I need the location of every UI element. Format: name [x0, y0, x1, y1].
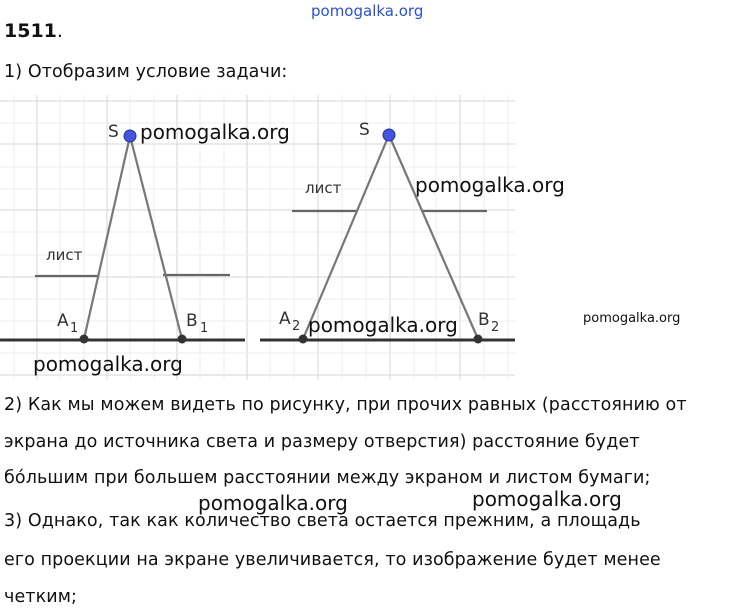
point-a2	[299, 335, 308, 344]
label-b2: B	[478, 310, 490, 330]
label-b2-sub: 2	[491, 320, 500, 335]
light-source-left	[124, 130, 136, 142]
ray-left-b	[130, 136, 182, 339]
ray-right-b	[389, 135, 478, 339]
watermark-5: pomogalka.org	[33, 352, 183, 376]
label-s-right: S	[359, 120, 370, 140]
site-header-link[interactable]: pomogalka.org	[311, 2, 424, 20]
label-a1: A	[57, 311, 69, 331]
problem-number	[4, 20, 63, 42]
ray-right-a	[303, 135, 389, 339]
step-2-line-3: бо́льшим при большем расстоянии между экраном и листом бумаги;	[4, 468, 651, 488]
label-s-left: S	[108, 122, 119, 142]
watermark-3: pomogalka.org	[308, 313, 458, 337]
label-sheet-right: лист	[305, 179, 342, 197]
watermark-6: pomogalka.org	[198, 491, 348, 515]
watermark-7: pomogalka.org	[472, 487, 622, 511]
problem-number-value: 1511	[4, 20, 57, 42]
label-a1-sub: 1	[70, 321, 79, 336]
watermark-4: pomogalka.org	[583, 311, 681, 326]
step-2-line-1: 2) Как мы можем видеть по рисунку, при прочих равных (расстоянию от	[4, 395, 687, 415]
point-b2	[474, 335, 483, 344]
label-a2-sub: 2	[292, 319, 301, 334]
light-source-right	[383, 129, 395, 141]
step-3-line-2: его проекции на экране увеличивается, то изображение будет менее	[4, 550, 661, 570]
label-b1-sub: 1	[200, 321, 209, 336]
step-3-line-1: 3) Однако, так как количество света остается прежним, а площадь	[4, 511, 641, 531]
label-a2: A	[279, 309, 291, 329]
figure-diagram	[0, 95, 737, 385]
step-2-line-2: экрана до источника света и размеру отверстия) расстояние будет	[4, 432, 640, 452]
watermark-1: pomogalka.org	[140, 120, 290, 144]
problem-number-dot: .	[56, 20, 63, 42]
step-3-line-3: четким;	[4, 587, 78, 607]
point-a1	[80, 335, 89, 344]
label-b1: B	[186, 311, 198, 331]
label-sheet-left: лист	[46, 246, 83, 264]
watermark-2: pomogalka.org	[415, 173, 565, 197]
point-b1	[178, 335, 187, 344]
step-1-text: 1) Отобразим условие задачи:	[4, 62, 288, 82]
